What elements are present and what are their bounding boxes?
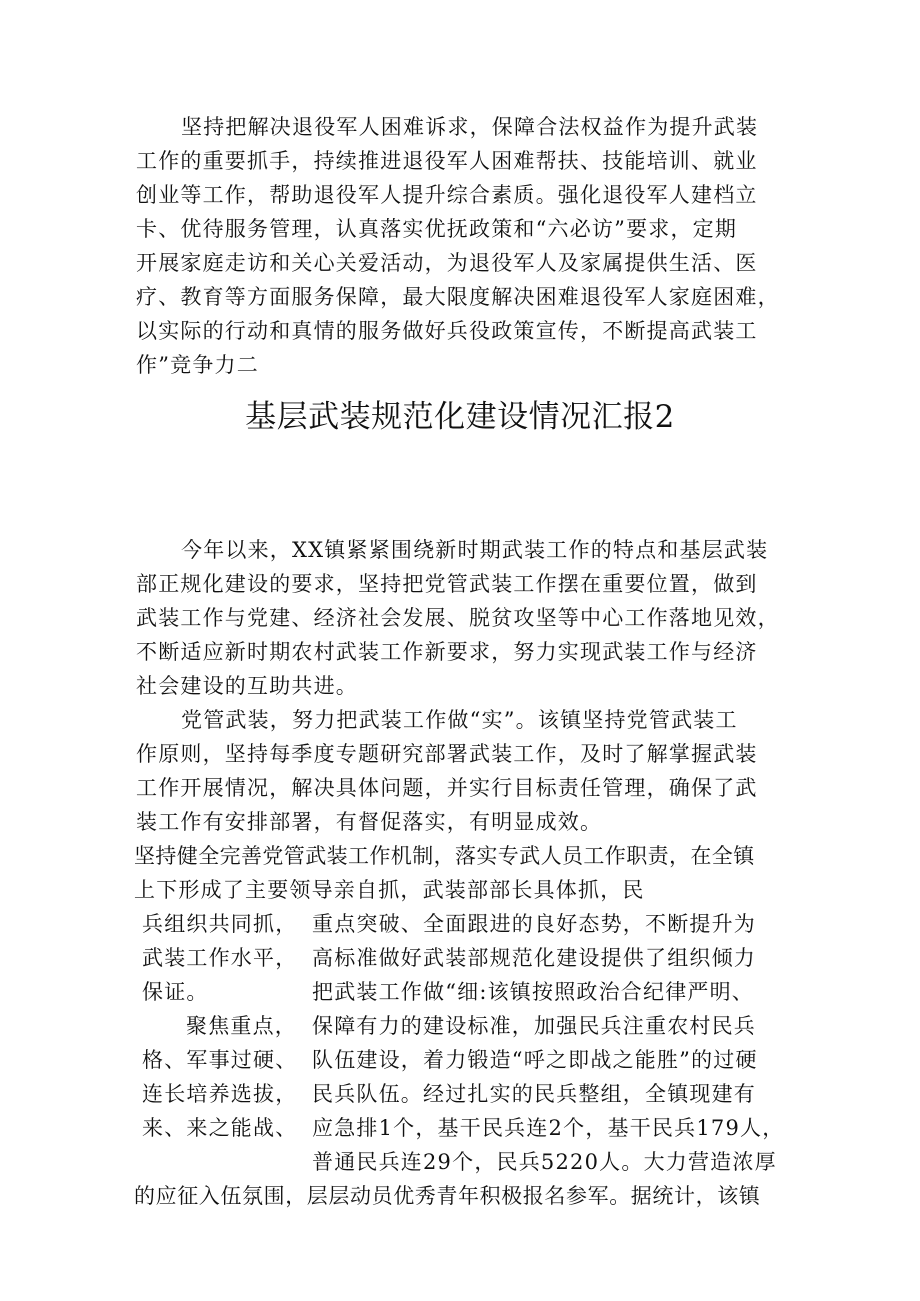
text-line: 重点突破、全面跟进的良好态势，不断提升为 — [312, 912, 756, 936]
text-line: 作原则，坚持每季度专题研究部署武装工作，及时了解掌握武装 — [136, 742, 758, 766]
text-line-final: 的应征入伍氛围，层层动员优秀青年积极报名参军。据统计，该镇 — [134, 1184, 761, 1208]
text-line: 作”竞争力二 — [136, 353, 259, 377]
text-line: 来、来之能战、 — [142, 1116, 298, 1140]
text-line: 兵组织共同抓， — [142, 912, 298, 936]
text-line: 装工作有安排部署，有督促落实，有明显成效。 — [136, 810, 603, 834]
text-line: 民兵队伍。经过扎实的民兵整组，全镇现建有 — [312, 1082, 756, 1106]
text-line: 普通民兵连29个，民兵5220人。大力营造浓厚 — [312, 1150, 777, 1174]
text-line: 不断适应新时期农村武装工作新要求，努力实现武装工作与经济 — [136, 640, 758, 664]
document-title: 基层武装规范化建设情况汇报2 — [245, 399, 675, 435]
text-line: 保障有力的建设标准，加强民兵注重农村民兵 — [312, 1014, 756, 1038]
text-line: 坚持健全完善党管武装工作机制，落实专武人员工作职责，在全镇 — [134, 844, 755, 868]
text-line: 连长培养选拔， — [142, 1082, 298, 1106]
text-line: 武装工作水平， — [142, 946, 298, 970]
text-line: 工作开展情况，解决具体问题，并实行目标责任管理，确保了武 — [136, 776, 758, 800]
text-line: 党管武装，努力把武装工作做“实”。该镇坚持党管武装工 — [181, 708, 738, 732]
text-line: 以实际的行动和真情的服务做好兵役政策宣传，不断提高武装工 — [136, 319, 758, 343]
text-line: 卡、优待服务管理，认真落实优抚政策和“六必访”要求，定期 — [136, 217, 738, 241]
text-line: 今年以来，XX镇紧紧围绕新时期武装工作的特点和基层武装 — [181, 538, 769, 562]
text-line: 坚持把解决退役军人困难诉求，保障合法权益作为提升武装 — [181, 115, 759, 139]
text-line: 聚焦重点， — [186, 1014, 297, 1038]
text-line: 创业等工作，帮助退役军人提升综合素质。强化退役军人建档立 — [136, 183, 758, 207]
text-line: 格、军事过硬、 — [142, 1048, 298, 1072]
text-line: 应急排1个，基干民兵连2个，基干民兵179人， — [312, 1116, 785, 1140]
text-line: 工作的重要抓手，持续推进退役军人困难帮扶、技能培训、就业 — [136, 149, 758, 173]
text-line: 把武装工作做“细:该镇按照政治合纪律严明、 — [312, 980, 755, 1004]
text-line: 疗、教育等方面服务保障，最大限度解决困难退役军人家庭困难， — [136, 285, 780, 309]
text-line: 上下形成了主要领导亲自抓，武装部部长具体抓，民 — [134, 878, 645, 902]
text-line: 保证。 — [142, 980, 209, 1004]
text-line: 高标准做好武装部规范化建设提供了组织倾力 — [312, 946, 756, 970]
text-line: 开展家庭走访和关心关爱活动，为退役军人及家属提供生活、医 — [136, 251, 758, 275]
text-line: 部正规化建设的要求，坚持把党管武装工作摆在重要位置，做到 — [136, 572, 758, 596]
text-line: 武装工作与党建、经济社会发展、脱贫攻坚等中心工作落地见效， — [136, 606, 780, 630]
text-line: 队伍建设，着力锻造“呼之即战之能胜”的过硬 — [312, 1048, 758, 1072]
text-line: 社会建设的互助共进。 — [136, 674, 358, 698]
